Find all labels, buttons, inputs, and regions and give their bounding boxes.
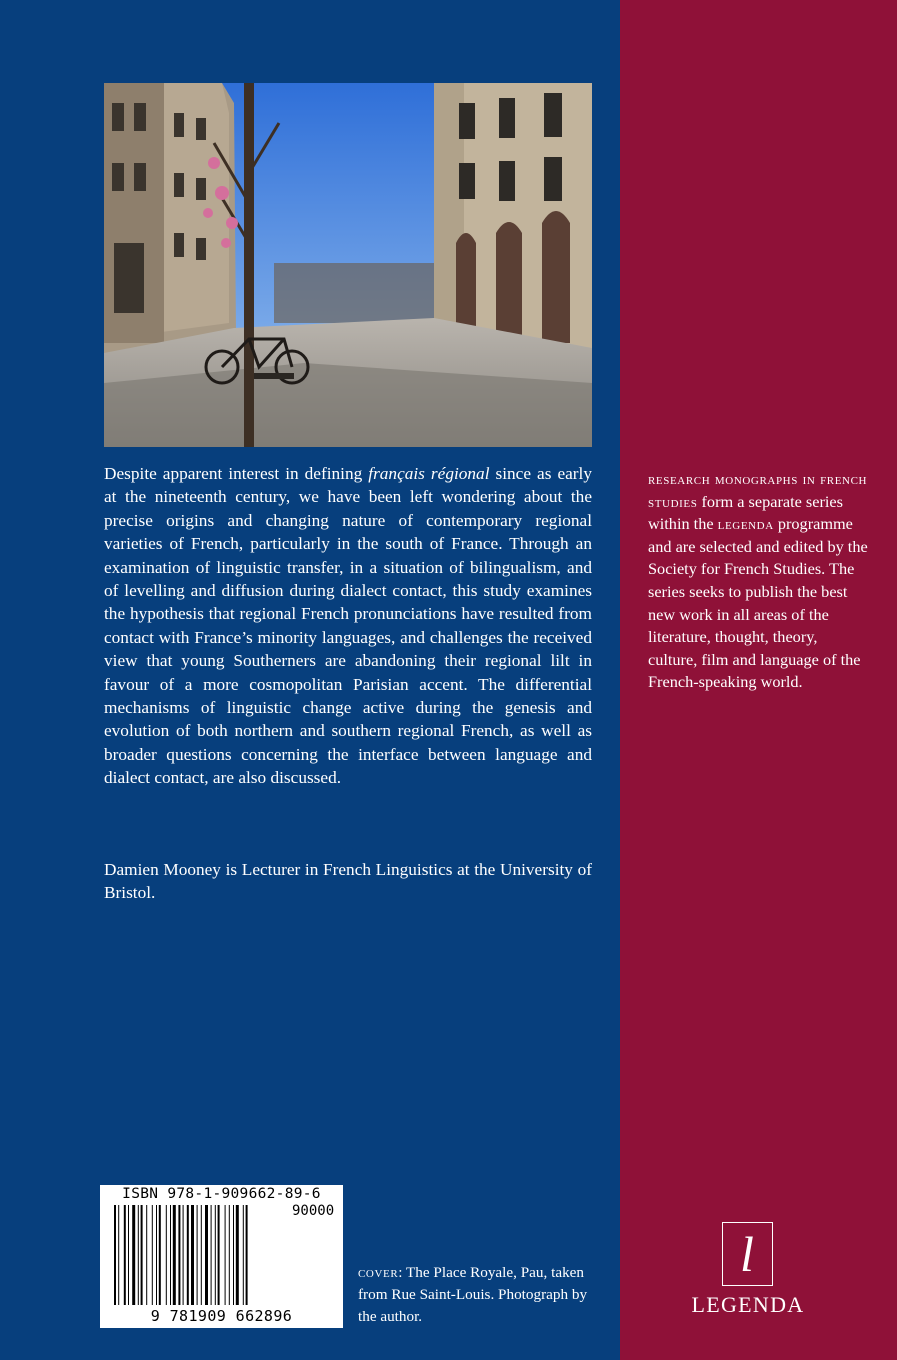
cover-credit <box>358 1262 593 1328</box>
series-text-1: form a separate series within the <box>648 491 843 534</box>
barcode-bar <box>211 1205 212 1305</box>
description-italic-term: français régional <box>368 464 490 483</box>
barcode-bar <box>225 1205 226 1305</box>
barcode-bar <box>138 1205 139 1305</box>
barcode-bar <box>166 1205 167 1305</box>
barcode-bar <box>124 1205 126 1305</box>
isbn-label: ISBN 978-1-909662-89-6 <box>122 1186 321 1202</box>
legenda-logo <box>683 1222 813 1322</box>
description-part-2: since as early at the nineteenth century, we have been left wondering about the precise origins and changing nature of contemporary regional varieties of French, particularly in the south of France. Through an examination of linguistic transfer, in a situation of bilingualism, and of levelling and diffusion during dialect contact, this study examines the hypothesis that regional French pronunciations have resulted from contact with France’s minority languages, and challenges the received view that young Southerners are abandoning their regional lilt in favour of a more cosmopolitan Parisian accent. The differential mechanisms of linguistic change active during the genesis and evolution of both northern and southern regional French, as well as broader questions concerning the interface between language and dialect contact, are also discussed. <box>104 464 592 788</box>
barcode-bar <box>187 1205 189 1305</box>
barcode-bar <box>233 1205 234 1305</box>
barcode-bar <box>197 1205 198 1305</box>
series-description <box>648 468 870 694</box>
barcode-bars <box>114 1205 284 1305</box>
barcode-bar <box>159 1205 161 1305</box>
cover-credit-label: cover <box>358 1264 399 1281</box>
cover-photograph <box>104 83 592 447</box>
barcode-bar <box>236 1205 239 1305</box>
barcode-bar <box>243 1205 244 1305</box>
barcode-bar <box>205 1205 208 1305</box>
barcode-bar <box>183 1205 184 1305</box>
barcode-bar <box>178 1205 180 1305</box>
barcode-bar <box>156 1205 157 1305</box>
barcode-bar <box>201 1205 202 1305</box>
author-bio: Damien Mooney is Lecturer in French Linguistics at the University of Bristol. <box>104 860 592 903</box>
barcode-bar <box>118 1205 119 1305</box>
series-text-2: programme and are selected and edited by the Society for French Studies. The series seeks to publish the best new work in all areas of the literature, thought, theory, culture, film and language of the French-speaking world. <box>648 514 868 692</box>
barcode-bar <box>114 1205 116 1305</box>
logo-frame <box>722 1222 773 1286</box>
barcode-bar <box>141 1205 143 1305</box>
barcode-bar <box>173 1205 176 1305</box>
logo-letter: l <box>740 1226 754 1282</box>
barcode-bar <box>152 1205 153 1305</box>
isbn-barcode <box>100 1185 343 1328</box>
barcode-bar <box>128 1205 129 1305</box>
barcode-bar <box>132 1205 135 1305</box>
price-code: 90000 <box>292 1203 335 1219</box>
barcode-bar <box>218 1205 220 1305</box>
barcode-bar <box>191 1205 194 1305</box>
book-description <box>104 462 592 790</box>
barcode-bar <box>170 1205 171 1305</box>
description-part-1: Despite apparent interest in defining <box>104 464 369 483</box>
logo-name: LEGENDA <box>691 1292 805 1317</box>
barcode-digits: 9 781909 662896 <box>150 1307 293 1325</box>
barcode-bar <box>246 1205 248 1305</box>
barcode-bar <box>229 1205 230 1305</box>
cover-credit-text: : The Place Royale, Pau, taken from Rue Saint-Louis. Photograph by the author. <box>358 1264 588 1325</box>
barcode-bar <box>146 1205 147 1305</box>
series-name: research monographs in french studies <box>648 469 868 511</box>
barcode-bar <box>215 1205 216 1305</box>
programme-name: legenda <box>717 514 774 534</box>
